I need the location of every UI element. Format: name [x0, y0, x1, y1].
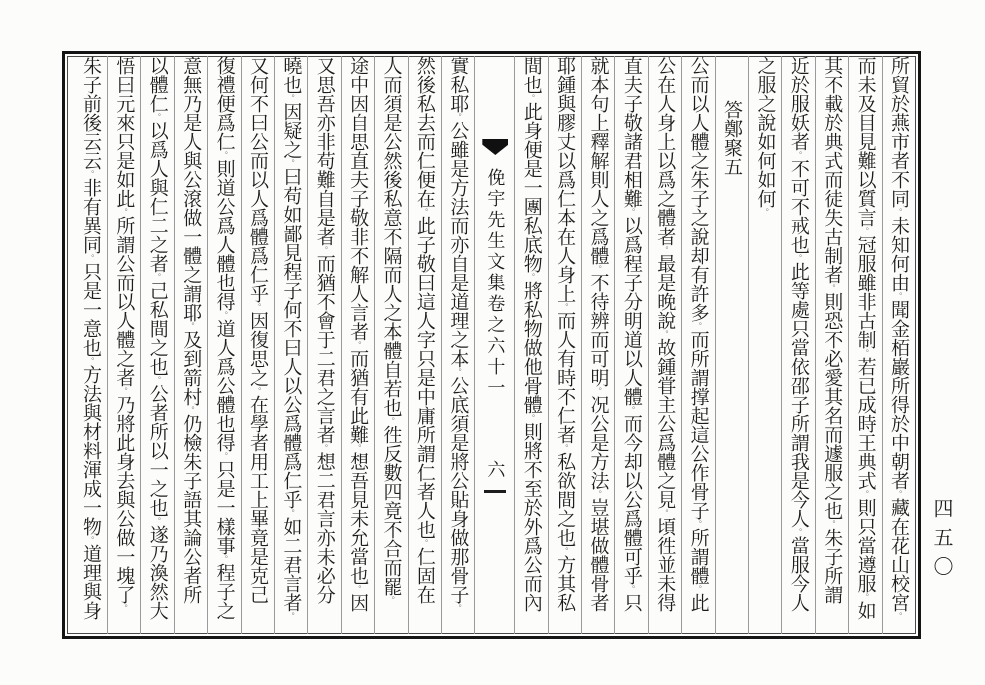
punctuation-circle: 。 [827, 520, 837, 528]
punctuation-circle: 。 [86, 170, 96, 178]
punctuation-circle: 。 [793, 528, 803, 536]
punctuation-circle: 。 [793, 151, 803, 159]
punctuation-circle: 。 [660, 330, 670, 338]
punctuation-circle: 。 [86, 254, 96, 262]
punctuation-circle: 。 [286, 159, 296, 167]
text-column: 公而以人體之朱子之說却有許多。而所謂撑起這公作骨子。所謂體。此 [681, 56, 714, 634]
page-border-frame [62, 51, 921, 639]
punctuation-circle: 。 [186, 322, 196, 330]
text-column: 公在人身上以爲之體者。最是晚說。故鍾甞主公爲體之見。頃徃並未得 [648, 56, 681, 634]
punctuation-circle: 。 [560, 444, 570, 452]
punctuation-circle: 。 [827, 284, 837, 292]
punctuation-circle: 。 [860, 227, 870, 235]
text-column: 途中因自思直夫子敬非不解人言者。而猶有此難。想吾見未允當也。因 [341, 56, 374, 634]
punctuation-circle: 。 [219, 555, 229, 563]
punctuation-circle: 。 [252, 387, 262, 395]
punctuation-circle: 。 [593, 490, 603, 498]
punctuation-circle: 。 [660, 509, 670, 517]
punctuation-circle: 。 [86, 357, 96, 365]
text-column: 實私耶。公雖是方法而亦自是道理之本。公底須是將公貼身做那骨子。 [441, 56, 474, 634]
columns-flow [68, 56, 915, 634]
punctuation-circle: 。 [593, 387, 603, 395]
text-column: 耶鍾與膠丈以爲仁本在人身上。而人有時不仁者。私欲間之也。方其私 [548, 56, 581, 634]
text-column: 意無乃是人與公滾做一體之謂耶。及到箭村。仍檢朱子語其論公者所 [174, 56, 207, 634]
punctuation-circle: 。 [693, 585, 703, 593]
punctuation-circle: 。 [119, 387, 129, 395]
punctuation-circle: 。 [693, 520, 703, 528]
text-column: 直夫子敬諸君相難。以爲程子分明道以人體。而今却以公爲體可乎。只 [614, 56, 647, 634]
punctuation-circle: 。 [353, 444, 363, 452]
punctuation-circle: 。 [152, 376, 162, 384]
punctuation-circle: 。 [286, 612, 296, 620]
text-column: 所貿於燕市者不同。未知何由。聞金栢巖所得於中朝者。藏在花山校宮。 [882, 56, 915, 634]
punctuation-circle: 。 [526, 273, 536, 281]
punctuation-circle: 。 [560, 303, 570, 311]
text-column: 曉也。因疑之。曰苟如鄙見程子何不曰人以公爲體爲仁乎。如二君言者。 [274, 56, 307, 634]
text-column: 復禮便爲仁。則道公爲人體也得。道人爲公體也得。只是一樣事。程子之 [207, 56, 240, 634]
spine-book-title: 俛宇先生文集卷之六十一 [485, 168, 506, 399]
punctuation-circle: 。 [453, 113, 463, 121]
text-column: 間也。此身便是一團私底物。將私物做他骨體。則將不至於外爲公而內 [514, 56, 547, 634]
punctuation-circle: 。 [860, 349, 870, 357]
punctuation-circle: 。 [86, 536, 96, 544]
spine-page-number: 六 [485, 460, 506, 478]
punctuation-circle: 。 [626, 208, 636, 216]
punctuation-circle: 。 [453, 368, 463, 376]
text-column: 近於服妖者。不可不戒也。此等處只當依邵子所謂我是今人。當服今人 [781, 56, 814, 634]
punctuation-circle: 。 [526, 414, 536, 422]
text-column: 而未及目見難以質言。冠服雖非古制。若已成時王典式。則只當遵服。如 [848, 56, 881, 634]
punctuation-circle: 。 [386, 417, 396, 425]
text-column: 然後私去而仁便在。此子敬曰這人字只是中庸所謂仁者人也。仁固在 [408, 56, 441, 634]
punctuation-circle: 。 [219, 151, 229, 159]
punctuation-circle: 。 [286, 94, 296, 102]
punctuation-circle: 。 [252, 303, 262, 311]
punctuation-circle: 。 [219, 452, 229, 460]
punctuation-circle: 。 [152, 517, 162, 525]
punctuation-circle: 。 [626, 406, 636, 414]
punctuation-circle: 。 [593, 265, 603, 273]
punctuation-circle: 。 [419, 208, 429, 216]
punctuation-circle: 。 [894, 208, 903, 216]
punctuation-circle: 。 [860, 593, 870, 601]
punctuation-circle: 。 [760, 208, 770, 216]
punctuation-circle: 。 [626, 585, 636, 593]
punctuation-circle: 。 [386, 596, 396, 604]
punctuation-circle: 。 [152, 113, 162, 121]
punctuation-circle: 。 [693, 322, 703, 330]
text-column: 又何不曰公而以人爲體爲仁乎。因復思之。在學者用工上畢竟是克己 [241, 56, 274, 634]
punctuation-circle: 。 [219, 311, 229, 319]
text-column: 其不載於典式而徒失古制者。則恐不必愛其名而遽服之也。朱子所謂 [815, 56, 848, 634]
punctuation-circle: 。 [419, 539, 429, 547]
text-column: 之服之說如何如何。 [748, 56, 781, 634]
punctuation-circle: 。 [319, 444, 329, 452]
text-column: 就本句上釋解則人之爲體。不待辨而可明。况公是方法。豈堪做體骨者 [581, 56, 614, 634]
punctuation-circle: 。 [119, 208, 129, 216]
punctuation-circle: 。 [894, 612, 903, 620]
punctuation-circle: 。 [286, 509, 296, 517]
punctuation-circle: 。 [152, 273, 162, 281]
fishtail-icon [482, 139, 508, 155]
punctuation-circle: 。 [793, 254, 803, 262]
punctuation-circle: 。 [894, 292, 903, 300]
punctuation-circle: 。 [894, 490, 903, 498]
text-column: 悟曰元來只是如此。所謂公而以人體之者。乃將此身去與公做一塊了。 [107, 56, 140, 634]
spine-column [474, 56, 514, 634]
folio-page-number: 四五〇 [930, 498, 952, 585]
text-column: 以體仁。以爲人與仁二之者。己私間之也。公者所以一之也。遂乃渙然大 [140, 56, 173, 634]
punctuation-circle: 。 [119, 604, 129, 612]
section-heading: 答鄭聚五 [715, 56, 748, 634]
punctuation-circle: 。 [660, 246, 670, 254]
punctuation-circle: 。 [319, 246, 329, 254]
punctuation-circle: 。 [453, 604, 463, 612]
punctuation-circle: 。 [526, 94, 536, 102]
text-column: 朱子前後云云。非有異同。只是一意也。方法與材料渾成一物。道理與身 [80, 56, 102, 620]
punctuation-circle: 。 [860, 490, 870, 498]
text-column: 又思吾亦非苟難自是者。而猶不會于二君之言者。想二君言亦未必分 [307, 56, 340, 634]
spine-rule [484, 490, 506, 493]
punctuation-circle: 。 [353, 341, 363, 349]
punctuation-circle: 。 [560, 547, 570, 555]
punctuation-circle: 。 [353, 585, 363, 593]
text-column: 人而須是公然後私意不隔而人之本體自若也。徃反數四竟不合而罷。 [374, 56, 407, 634]
punctuation-circle: 。 [186, 406, 196, 414]
